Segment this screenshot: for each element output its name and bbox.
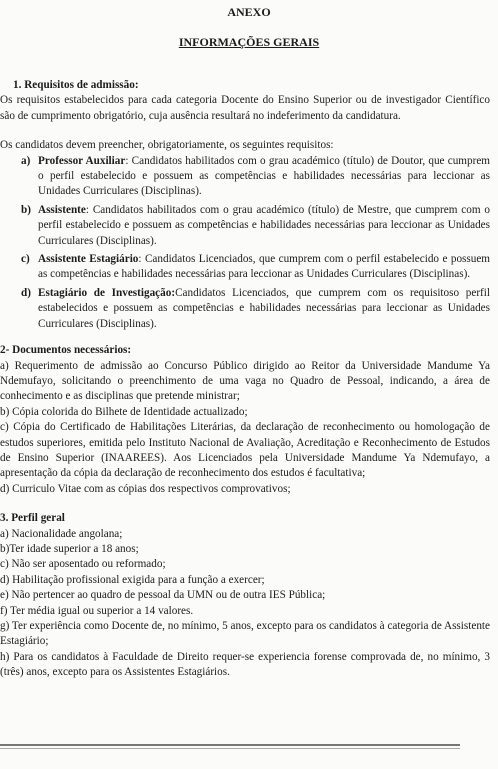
requirement-label: Assistente Estagiário bbox=[38, 253, 139, 266]
section-2-heading: 2- Documentos necessários: bbox=[0, 344, 132, 357]
requirement-label: Assistente bbox=[38, 203, 86, 216]
requirement-text: : Candidatos habilitados com o grau académico (título) de Mestre, que cumprem com o perfil estabelecido e possuem as competências e habilidades necessárias para leccionar as Unidades Curriculares (Disciplinas). bbox=[38, 203, 490, 247]
requirement-item bbox=[0, 154, 490, 200]
requirements-list bbox=[0, 154, 490, 332]
section-1-intro-2: Os candidatos devem preencher, obrigatoriamente, os seguintes requisitos: bbox=[0, 139, 334, 152]
section-1-intro: Os requisitos estabelecidos para cada categoria Docente do Ensino Superior ou de investigador Científico são de cumprimento obrigatório, cuja ausência resultará no indeferimento da candidatura. bbox=[0, 94, 490, 122]
profile-item: c) Não ser aposentado ou reformado; bbox=[0, 558, 166, 571]
requirement-item bbox=[0, 286, 490, 332]
profile-item: g) Ter experiência como Docente de, no mínimo, 5 anos, excepto para os candidatos à categoria de Assistente Estagiário; bbox=[0, 620, 490, 648]
document-item: b) Cópia colorida do Bilhete de Identidade actualizado; bbox=[0, 405, 248, 418]
requirement-marker: c) bbox=[21, 253, 30, 266]
annex-title: ANEXO bbox=[227, 5, 271, 19]
requirement-marker: a) bbox=[21, 154, 31, 167]
requirement-item bbox=[0, 203, 490, 249]
profile-item: d) Habilitação profissional exigida para a função a exercer; bbox=[0, 573, 265, 586]
profile-item: e) Não pertencer ao quadro de pessoal da UMN ou de outra IES Pública; bbox=[0, 589, 326, 602]
requirement-text: : Candidatos habilitados com o grau académico (título) de Doutor, que cumprem o perfil estabelecido e possuem as competências e habilidades necessárias para leccionar as Unidades Curriculares (Disciplinas). bbox=[38, 154, 490, 198]
profile-item: b)Ter idade superior a 18 anos; bbox=[0, 542, 139, 555]
requirement-text: Candidatos Licenciados, que cumprem com os requisitoso perfil estabelecidos e possuem as competências e habilidades necessárias para leccionar as Unidades Curriculares (Disciplinas). bbox=[38, 286, 490, 330]
footer-rule-thin bbox=[0, 748, 460, 749]
footer-rule bbox=[0, 744, 460, 746]
document-item: a) Requerimento de admissão ao Concurso Público dirigido ao Reitor da Universidade Mandume Ya Ndemufayo, solicitando o preenchimento de uma vaga no Quadro de Pessoal, indicando, a área de conhecimento e as disciplinas que pretende ministrar; bbox=[0, 359, 490, 403]
requirement-marker: b) bbox=[21, 203, 31, 216]
requirement-marker: d) bbox=[21, 286, 31, 299]
info-title: INFORMAÇÕES GERAIS bbox=[178, 35, 320, 49]
profile-item: f) Ter média igual ou superior a 14 valores. bbox=[0, 604, 194, 617]
requirement-text: : Candidatos Licenciados, que cumprem com o perfil estabelecido e possuem as competências e habilidades necessárias para leccionar as Unidades Curriculares (Disciplinas). bbox=[38, 253, 491, 281]
requirement-item bbox=[0, 252, 490, 283]
profile-item: h) Para os candidatos à Faculdade de Direito requer-se experiencia forense comprovada de, no mínimo, 3 (três) anos, excepto para os Assistentes Estagiários. bbox=[0, 650, 490, 679]
section-3-heading: 3. Perfil geral bbox=[0, 512, 65, 525]
document-item: d) Curriculo Vitae com as cópias dos respectivos comprovativos; bbox=[0, 482, 291, 495]
section-1-heading: 1. Requisitos de admissão: bbox=[13, 79, 139, 91]
requirement-label: Professor Auxiliar bbox=[38, 154, 126, 167]
document-body bbox=[0, 78, 490, 681]
requirement-label: Estagiário de Investigação: bbox=[38, 286, 176, 299]
profile-item: a) Nacionalidade angolana; bbox=[0, 527, 123, 540]
document-item: c) Cópia do Certificado de Habilitações Literárias, da declaração de reconhecimento ou homologação de estudos superiores, emitida pelo Instituto Nacional de Avaliação, Acreditação e Reconhecimento de Estudos de Ensino Superior (INAAREES). Aos Licenciados pela Universidade Mandume Ya Ndemufayo, a apresentação da cópia da declaração de reconhecimento dos estudos é facultativa; bbox=[0, 421, 490, 480]
